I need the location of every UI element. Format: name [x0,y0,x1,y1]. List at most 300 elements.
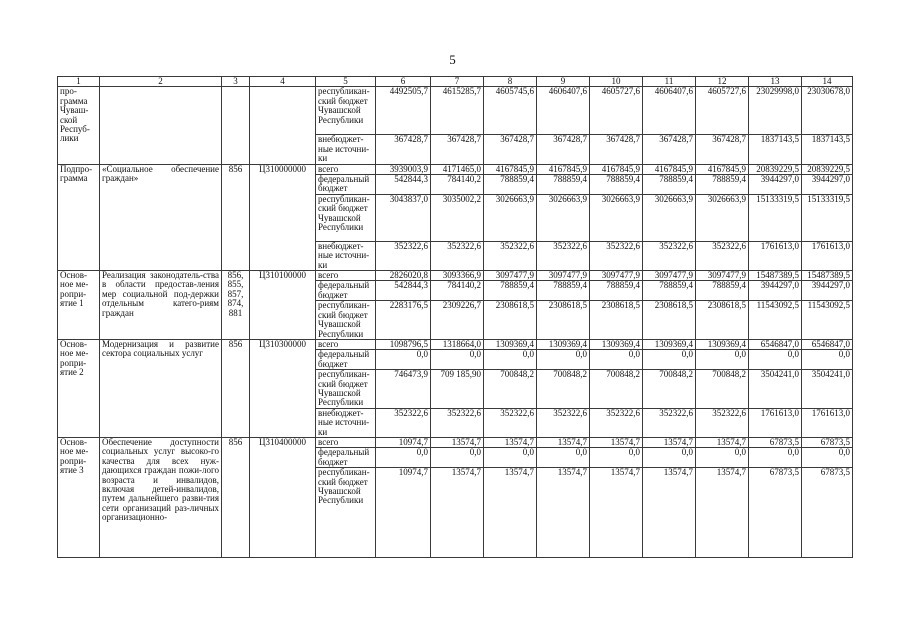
grbs-cell-text: 856 [228,339,243,349]
amount-cell [643,271,696,281]
program-name-cell-text: Модернизация и развитие сектора социальных услуг [102,339,219,359]
amount-cell-text: 1318664,0 [442,339,481,349]
amount-cell [537,241,590,270]
amount-cell-text: 788859,4 [659,174,693,185]
amount-cell-text: 352322,6 [447,241,481,251]
amount-cell [537,194,590,241]
amount-cell-text: 542844,3 [394,280,428,291]
funding-source-cell-text: всего [318,339,339,349]
amount-cell-text: 0,0 [734,349,746,360]
column-header-12-text: 12 [717,76,727,86]
amount-cell-text: 13574,7 [663,467,693,478]
amount-cell-text: 20839229,5 [807,164,850,174]
amount-cell-text: 2308618,5 [654,300,693,311]
amount-cell-text: 0,0 [575,349,587,360]
classification-code-cell-text: Ц310300000 [259,339,306,349]
amount-cell-text: 1309369,4 [548,339,587,349]
grbs-cell [222,164,250,270]
amount-cell [696,350,749,370]
grbs-cell-text: 856 [228,164,243,174]
amount-cell-text: 3097477,9 [654,270,693,281]
column-header-14 [802,77,853,87]
classification-code-cell [250,339,316,437]
amount-cell [802,301,853,340]
amount-cell-text: 67873,5 [820,467,850,478]
amount-cell [590,271,643,281]
funding-source-cell [316,437,376,447]
amount-cell-text: 352322,6 [659,408,693,418]
amount-cell-text: 3026663,9 [601,194,640,204]
amount-cell [590,468,643,558]
column-header-1-text: 1 [76,76,81,86]
amount-cell-text: 13574,7 [451,437,481,447]
amount-cell [431,350,484,370]
column-header-3 [222,77,250,87]
amount-cell [696,135,749,164]
status-cell-text: Основ- ное ме- ропри- ятие 3 [60,437,89,476]
amount-cell [376,241,431,270]
column-number-row [58,77,853,87]
amount-cell-text: 746473,9 [394,369,428,380]
amount-cell-text: 352322,6 [500,408,534,418]
program-name-cell [100,87,222,164]
amount-cell [431,87,484,135]
amount-cell-text: 6546847,0 [811,339,850,349]
funding-source-cell-text: всего [318,437,339,447]
amount-cell [696,194,749,241]
amount-cell [749,437,802,447]
amount-cell [484,370,537,409]
amount-cell-text: 4171465,0 [442,164,481,174]
amount-cell [431,175,484,195]
amount-cell-text: 367428,7 [659,134,693,145]
column-header-2 [100,77,222,87]
funding-source-cell-text: республикан- ский бюджет Чувашской Республики [318,369,370,408]
amount-cell-text: 367428,7 [553,134,587,145]
amount-cell-text: 700848,2 [500,369,534,380]
amount-cell [696,468,749,558]
amount-cell-text: 4167845,9 [495,164,534,174]
amount-cell-text: 367428,7 [606,134,640,145]
table-row [58,437,853,447]
amount-cell-text: 15487389,5 [756,270,799,281]
amount-cell-text: 3944297,0 [811,280,850,291]
amount-cell [590,339,643,349]
status-cell-text: про- грамма Чуваш- ской Респуб- лики [60,86,90,144]
classification-code-cell-text: Ц310000000 [259,164,306,174]
amount-cell [376,339,431,349]
amount-cell [376,164,431,174]
amount-cell-text: 3097477,9 [601,270,640,281]
amount-cell [643,281,696,301]
amount-cell [749,241,802,270]
amount-cell-text: 3035002,2 [442,194,481,204]
amount-cell-text: 1098796,5 [389,339,428,349]
column-header-10-text: 10 [611,76,621,86]
amount-cell [749,408,802,437]
table-row [58,339,853,349]
amount-cell-text: 352322,6 [553,408,587,418]
funding-source-cell-text: федеральный бюджет [318,447,370,467]
status-cell [58,437,100,557]
amount-cell [643,468,696,558]
amount-cell [590,301,643,340]
amount-cell [802,408,853,437]
amount-cell-text: 4167845,9 [707,164,746,174]
amount-cell [590,437,643,447]
amount-cell-text: 13574,7 [557,437,587,447]
amount-cell [431,241,484,270]
amount-cell [484,194,537,241]
funding-source-cell-text: федеральный бюджет [318,349,370,369]
amount-cell-text: 3944297,0 [760,280,799,291]
amount-cell-text: 788859,4 [606,280,640,291]
column-header-5-text: 5 [343,76,348,86]
amount-cell [749,194,802,241]
amount-cell [749,175,802,195]
amount-cell-text: 2283176,5 [389,300,428,311]
classification-code-cell-text: Ц310100000 [259,270,306,281]
amount-cell [802,271,853,281]
amount-cell [802,135,853,164]
column-header-13 [749,77,802,87]
amount-cell [590,370,643,409]
amount-cell-text: 3097477,9 [548,270,587,281]
amount-cell [643,301,696,340]
amount-cell-text: 4605727,6 [601,86,640,97]
amount-cell-text: 1761613,0 [760,408,799,418]
funding-source-cell [316,370,376,409]
amount-cell-text: 13574,7 [504,467,534,478]
amount-cell [431,281,484,301]
amount-cell-text: 0,0 [838,349,850,360]
amount-cell-text: 1761613,0 [760,241,799,251]
amount-cell [643,194,696,241]
budget-table [57,76,853,558]
amount-cell [643,241,696,270]
amount-cell [537,339,590,349]
status-cell [58,87,100,164]
amount-cell [431,448,484,468]
amount-cell [537,271,590,281]
amount-cell [431,135,484,164]
table-row [58,87,853,135]
page-number: 5 [449,52,456,67]
amount-cell [537,301,590,340]
amount-cell-text: 10974,7 [398,467,428,478]
amount-cell-text: 352322,6 [659,241,693,251]
amount-cell-text: 0,0 [838,447,850,458]
amount-cell-text: 2309226,7 [442,300,481,311]
amount-cell [376,135,431,164]
amount-cell [643,408,696,437]
grbs-cell-text: 856 [228,437,243,447]
funding-source-cell [316,350,376,370]
program-name-cell-text: Реализация законодатель-ства в области предостав-ления мер социальной под-держки отдельным катего-риям граждан [102,270,219,318]
amount-cell-text: 0,0 [469,447,481,458]
amount-cell-text: 6546847,0 [760,339,799,349]
amount-cell [643,135,696,164]
amount-cell [376,408,431,437]
funding-source-cell [316,271,376,281]
amount-cell [484,437,537,447]
amount-cell [484,301,537,340]
status-cell-text: Подпро- грамма [60,164,93,184]
amount-cell-text: 67873,5 [769,437,799,447]
amount-cell [643,87,696,135]
amount-cell-text: 788859,4 [712,174,746,185]
amount-cell [696,448,749,468]
amount-cell-text: 0,0 [681,447,693,458]
amount-cell [431,194,484,241]
amount-cell [537,175,590,195]
amount-cell [537,135,590,164]
grbs-cell [222,437,250,557]
amount-cell [696,271,749,281]
amount-cell-text: 3026663,9 [548,194,587,204]
amount-cell [590,350,643,370]
funding-source-cell-text: федеральный бюджет [318,174,370,194]
amount-cell-text: 15487389,5 [807,270,850,281]
amount-cell [484,408,537,437]
grbs-cell [222,87,250,164]
amount-cell [696,339,749,349]
classification-code-cell [250,437,316,557]
amount-cell-text: 1837143,5 [811,134,850,145]
amount-cell [643,437,696,447]
amount-cell [376,271,431,281]
amount-cell [696,87,749,135]
amount-cell [537,370,590,409]
amount-cell [590,164,643,174]
table-row [58,164,853,174]
column-header-5 [316,77,376,87]
amount-cell-text: 0,0 [628,447,640,458]
amount-cell [484,241,537,270]
amount-cell-text: 788859,4 [659,280,693,291]
funding-source-cell-text: внебюджет- ные источни- ки [318,241,370,270]
amount-cell [749,271,802,281]
column-header-7-text: 7 [454,76,460,86]
column-header-6-text: 6 [400,76,406,86]
amount-cell [643,350,696,370]
amount-cell [802,437,853,447]
grbs-cell-text: 856, 855, 857, 874, 881 [227,270,244,318]
amount-cell [376,350,431,370]
amount-cell [749,164,802,174]
amount-cell [484,175,537,195]
amount-cell [537,350,590,370]
classification-code-cell [250,271,316,340]
amount-cell-text: 352322,6 [447,408,481,418]
amount-cell [696,281,749,301]
amount-cell-text: 11543092,5 [807,300,850,311]
status-cell-text: Основ- ное ме- ропри- ятие 2 [60,339,89,378]
amount-cell [537,437,590,447]
amount-cell [696,241,749,270]
amount-cell-text: 23030678,0 [807,86,850,97]
amount-cell-text: 3097477,9 [707,270,746,281]
column-header-14-text: 14 [822,76,832,86]
amount-cell [749,87,802,135]
amount-cell [376,437,431,447]
classification-code-cell-text: Ц310400000 [259,437,306,447]
amount-cell-text: 1309369,4 [601,339,640,349]
amount-cell-text: 13574,7 [610,467,640,478]
amount-cell [802,164,853,174]
amount-cell-text: 13574,7 [663,437,693,447]
amount-cell-text: 788859,4 [553,280,587,291]
status-cell [58,271,100,340]
amount-cell-text: 4492505,7 [389,86,428,97]
amount-cell-text: 2308618,5 [601,300,640,311]
amount-cell [537,281,590,301]
amount-cell [484,87,537,135]
amount-cell-text: 2308618,5 [548,300,587,311]
amount-cell [537,448,590,468]
amount-cell [643,164,696,174]
funding-source-cell-text: республикан- ский бюджет Чувашской Республики [318,300,370,339]
amount-cell-text: 352322,6 [500,241,534,251]
column-header-8 [484,77,537,87]
amount-cell-text: 700848,2 [712,369,746,380]
amount-cell [431,339,484,349]
column-header-4 [250,77,316,87]
program-name-cell [100,437,222,557]
amount-cell-text: 0,0 [787,349,799,360]
amount-cell-text: 0,0 [681,349,693,360]
amount-cell [696,164,749,174]
column-header-9-text: 9 [560,76,566,86]
amount-cell [749,350,802,370]
amount-cell-text: 15133319,5 [807,194,850,204]
amount-cell [696,175,749,195]
funding-source-cell [316,468,376,558]
amount-cell-text: 367428,7 [500,134,534,145]
amount-cell-text: 13574,7 [716,437,746,447]
amount-cell [749,448,802,468]
amount-cell-text: 0,0 [734,447,746,458]
amount-cell-text: 4167845,9 [601,164,640,174]
amount-cell [590,135,643,164]
amount-cell-text: 1837143,5 [760,134,799,145]
funding-source-cell-text: республикан- ский бюджет Чувашской Республики [318,467,370,506]
amount-cell-text: 13574,7 [451,467,481,478]
amount-cell-text: 1761613,0 [811,408,850,418]
amount-cell-text: 2308618,5 [495,300,534,311]
amount-cell [484,135,537,164]
amount-cell-text: 3504241,0 [811,369,850,380]
amount-cell [643,339,696,349]
amount-cell-text: 352322,6 [394,408,428,418]
amount-cell-text: 0,0 [469,349,481,360]
amount-cell-text: 67873,5 [769,467,799,478]
amount-cell [643,448,696,468]
funding-source-cell-text: республикан- ский бюджет Чувашской Республики [318,194,370,233]
amount-cell [431,164,484,174]
column-header-4-text: 4 [280,76,285,86]
amount-cell-text: 0,0 [416,447,428,458]
funding-source-cell-text: внебюджет- ные источни- ки [318,408,370,437]
funding-source-cell-text: всего [318,270,339,281]
program-name-cell-text: Обеспечение доступности социальных услуг высоко-го качества для всех нуж-дающихся граждан пожи-лого возраста и инвалидов, включая детей-инвалидов, путем дальнейшего разви-тия сети организаций раз-личных организационно- [102,437,219,523]
amount-cell-text: 2826020,8 [389,270,428,281]
amount-cell-text: 788859,4 [712,280,746,291]
funding-source-cell [316,339,376,349]
amount-cell-text: 3026663,9 [707,194,746,204]
amount-cell [802,87,853,135]
amount-cell [376,175,431,195]
amount-cell-text: 13574,7 [504,437,534,447]
amount-cell [590,448,643,468]
amount-cell-text: 0,0 [787,447,799,458]
column-header-1 [58,77,100,87]
amount-cell-text: 11543092,5 [756,300,799,311]
amount-cell [590,194,643,241]
amount-cell-text: 3093366,9 [442,270,481,281]
amount-cell [431,468,484,558]
amount-cell [802,175,853,195]
grbs-cell [222,271,250,340]
amount-cell-text: 352322,6 [712,408,746,418]
amount-cell [696,370,749,409]
amount-cell-text: 352322,6 [394,241,428,251]
amount-cell-text: 4605745,6 [495,86,534,97]
amount-cell [484,468,537,558]
amount-cell-text: 0,0 [575,447,587,458]
column-header-2-text: 2 [158,76,163,86]
amount-cell-text: 4605727,6 [707,86,746,97]
amount-cell-text: 13574,7 [557,467,587,478]
amount-cell [376,448,431,468]
amount-cell-text: 4606407,6 [548,86,587,97]
amount-cell [749,339,802,349]
amount-cell [484,448,537,468]
amount-cell-text: 4615285,7 [442,86,481,97]
amount-cell-text: 3043837,0 [389,194,428,204]
program-name-cell [100,271,222,340]
amount-cell-text: 13574,7 [716,467,746,478]
column-header-9 [537,77,590,87]
amount-cell [431,408,484,437]
amount-cell [802,468,853,558]
amount-cell-text: 352322,6 [606,408,640,418]
amount-cell-text: 1309369,4 [654,339,693,349]
amount-cell [484,350,537,370]
amount-cell-text: 13574,7 [610,437,640,447]
funding-source-cell [316,301,376,340]
amount-cell [802,370,853,409]
amount-cell [802,339,853,349]
amount-cell [643,175,696,195]
amount-cell [643,370,696,409]
amount-cell-text: 788859,4 [500,174,534,185]
funding-source-cell [316,194,376,241]
amount-cell-text: 784140,2 [447,280,481,291]
amount-cell-text: 700848,2 [606,369,640,380]
amount-cell [376,468,431,558]
funding-source-cell [316,448,376,468]
amount-cell [376,281,431,301]
amount-cell-text: 3026663,9 [495,194,534,204]
amount-cell [590,408,643,437]
amount-cell [376,301,431,340]
amount-cell-text: 700848,2 [659,369,693,380]
amount-cell [484,281,537,301]
amount-cell [749,301,802,340]
amount-cell-text: 788859,4 [553,174,587,185]
program-name-cell [100,339,222,437]
